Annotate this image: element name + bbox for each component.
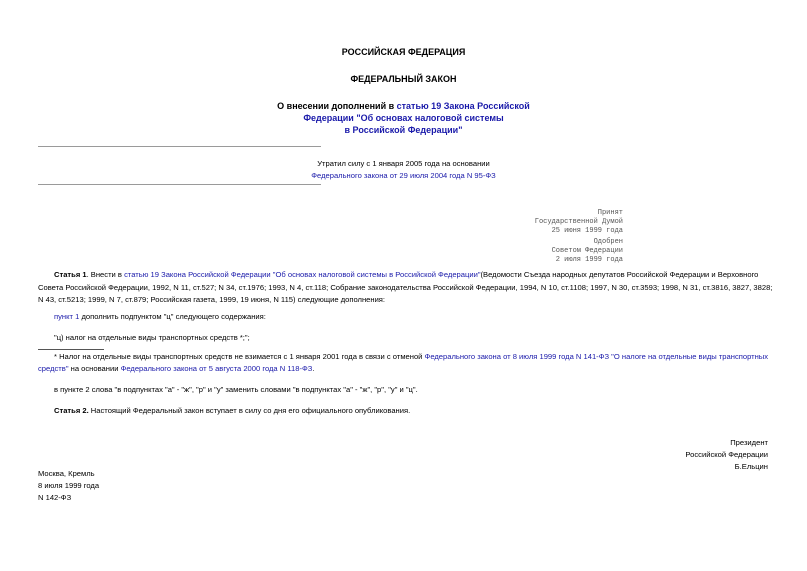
footnote-link-law-141[interactable]: Федерального закона от 8 июля 1999 года N 141-ФЗ "О налоге на отдельные виды транспортных средств" (38, 352, 769, 373)
signature-position: Президент (730, 438, 768, 447)
status-line (0, 170, 807, 181)
status-text: Утратил силу с 1 января 2005 года на основании (317, 159, 490, 168)
signature-country: Российской Федерации (685, 450, 768, 459)
country-heading: РОССИЙСКАЯ ФЕДЕРАЦИЯ (341, 47, 466, 57)
footnote-text: * Налог на отдельные виды транспортных средств не взимается с 1 января 2001 года в связи с отменой (54, 352, 425, 361)
article-2 (38, 405, 778, 416)
adoption-council-date: 2 июля 1999 года (555, 256, 623, 264)
signing-date: 8 июля 1999 года (38, 481, 100, 490)
footnote-divider (38, 349, 104, 350)
repeal-law-link[interactable]: Федерального закона от 29 июля 2004 года N 95-ФЗ (311, 171, 496, 180)
document-type-heading: ФЕДЕРАЛЬНЫЙ ЗАКОН (350, 74, 457, 84)
signing-city: Москва, Кремль (38, 469, 95, 478)
footnote (38, 351, 778, 375)
point-2: в пункте 2 слова "в подпунктах "а" - "ж", "р" и "у" заменить словами "в подпунктах "а" - "ж", "р", "у" и "ц". (54, 385, 418, 394)
adoption-duma (440, 209, 623, 236)
article-1 (38, 269, 778, 307)
article-2-text: Настоящий Федеральный закон вступает в силу со дня его официального опубликования. (88, 406, 411, 415)
title-link-law-name[interactable]: Федерации "Об основах налоговой системы (303, 113, 504, 123)
document-title (0, 100, 807, 136)
adoption-council (440, 238, 623, 265)
title-link-article-19[interactable]: статью 19 Закона Российской (396, 101, 530, 111)
article-1-link-law-name[interactable]: "Об основах налоговой системы в Российской Федерации" (272, 270, 481, 279)
adoption-duma-date: 25 июня 1999 года (551, 227, 623, 235)
quoted-subpoint: "ц) налог на отдельные виды транспортных средств *;"; (54, 333, 250, 342)
article-1-sources: (Ведомости Съезда народных депутатов Российской Федерации и Верховного Совета Российской Федерации, 1992, N 11, ст.527; N 34, ст.1976; 1993, N 4, ст.118; Собрание законодательства Российской Федерации, 1994, N 10, ст.1108; 1997, N 30, ст.3593; 1998, N 31, ст.3816, 3827, 3828; N 43, ст.5213; 1999, N 7, ст.879; Российская газета, 1999, 19 июня, N 115) следующие дополнения: (38, 270, 773, 304)
footnote-text-2: на основании (68, 364, 121, 373)
article-1-intro: . Внести в (86, 270, 125, 279)
footnote-text-3: . (312, 364, 315, 373)
adoption-council-body: Советом Федерации (551, 247, 623, 255)
signing-place (38, 468, 238, 504)
signature (600, 437, 768, 473)
signature-name: Б.Ельцин (734, 462, 768, 471)
article-2-label: Статья 2. (54, 406, 89, 415)
adoption-council-label: Одобрен (593, 238, 623, 246)
article-1-link-article-19[interactable]: статью 19 Закона Российской Федерации (124, 270, 271, 279)
point-1 (38, 311, 778, 322)
divider-bottom (38, 184, 321, 185)
title-link-law-name-end[interactable]: в Российской Федерации" (344, 125, 463, 135)
divider-top (38, 146, 321, 147)
law-number: N 142-ФЗ (38, 493, 72, 502)
point-1-text: дополнить подпунктом "ц" следующего содержания: (79, 312, 266, 321)
footnote-link-law-118[interactable]: Федерального закона от 5 августа 2000 года N 118-ФЗ (120, 364, 313, 373)
adoption-duma-body: Государственной Думой (534, 218, 623, 226)
article-1-label: Статья 1 (54, 270, 87, 279)
adoption-duma-label: Принят (597, 209, 623, 217)
point-1-link[interactable]: пункт 1 (54, 312, 80, 321)
title-prefix: О внесении дополнений в (277, 101, 397, 111)
